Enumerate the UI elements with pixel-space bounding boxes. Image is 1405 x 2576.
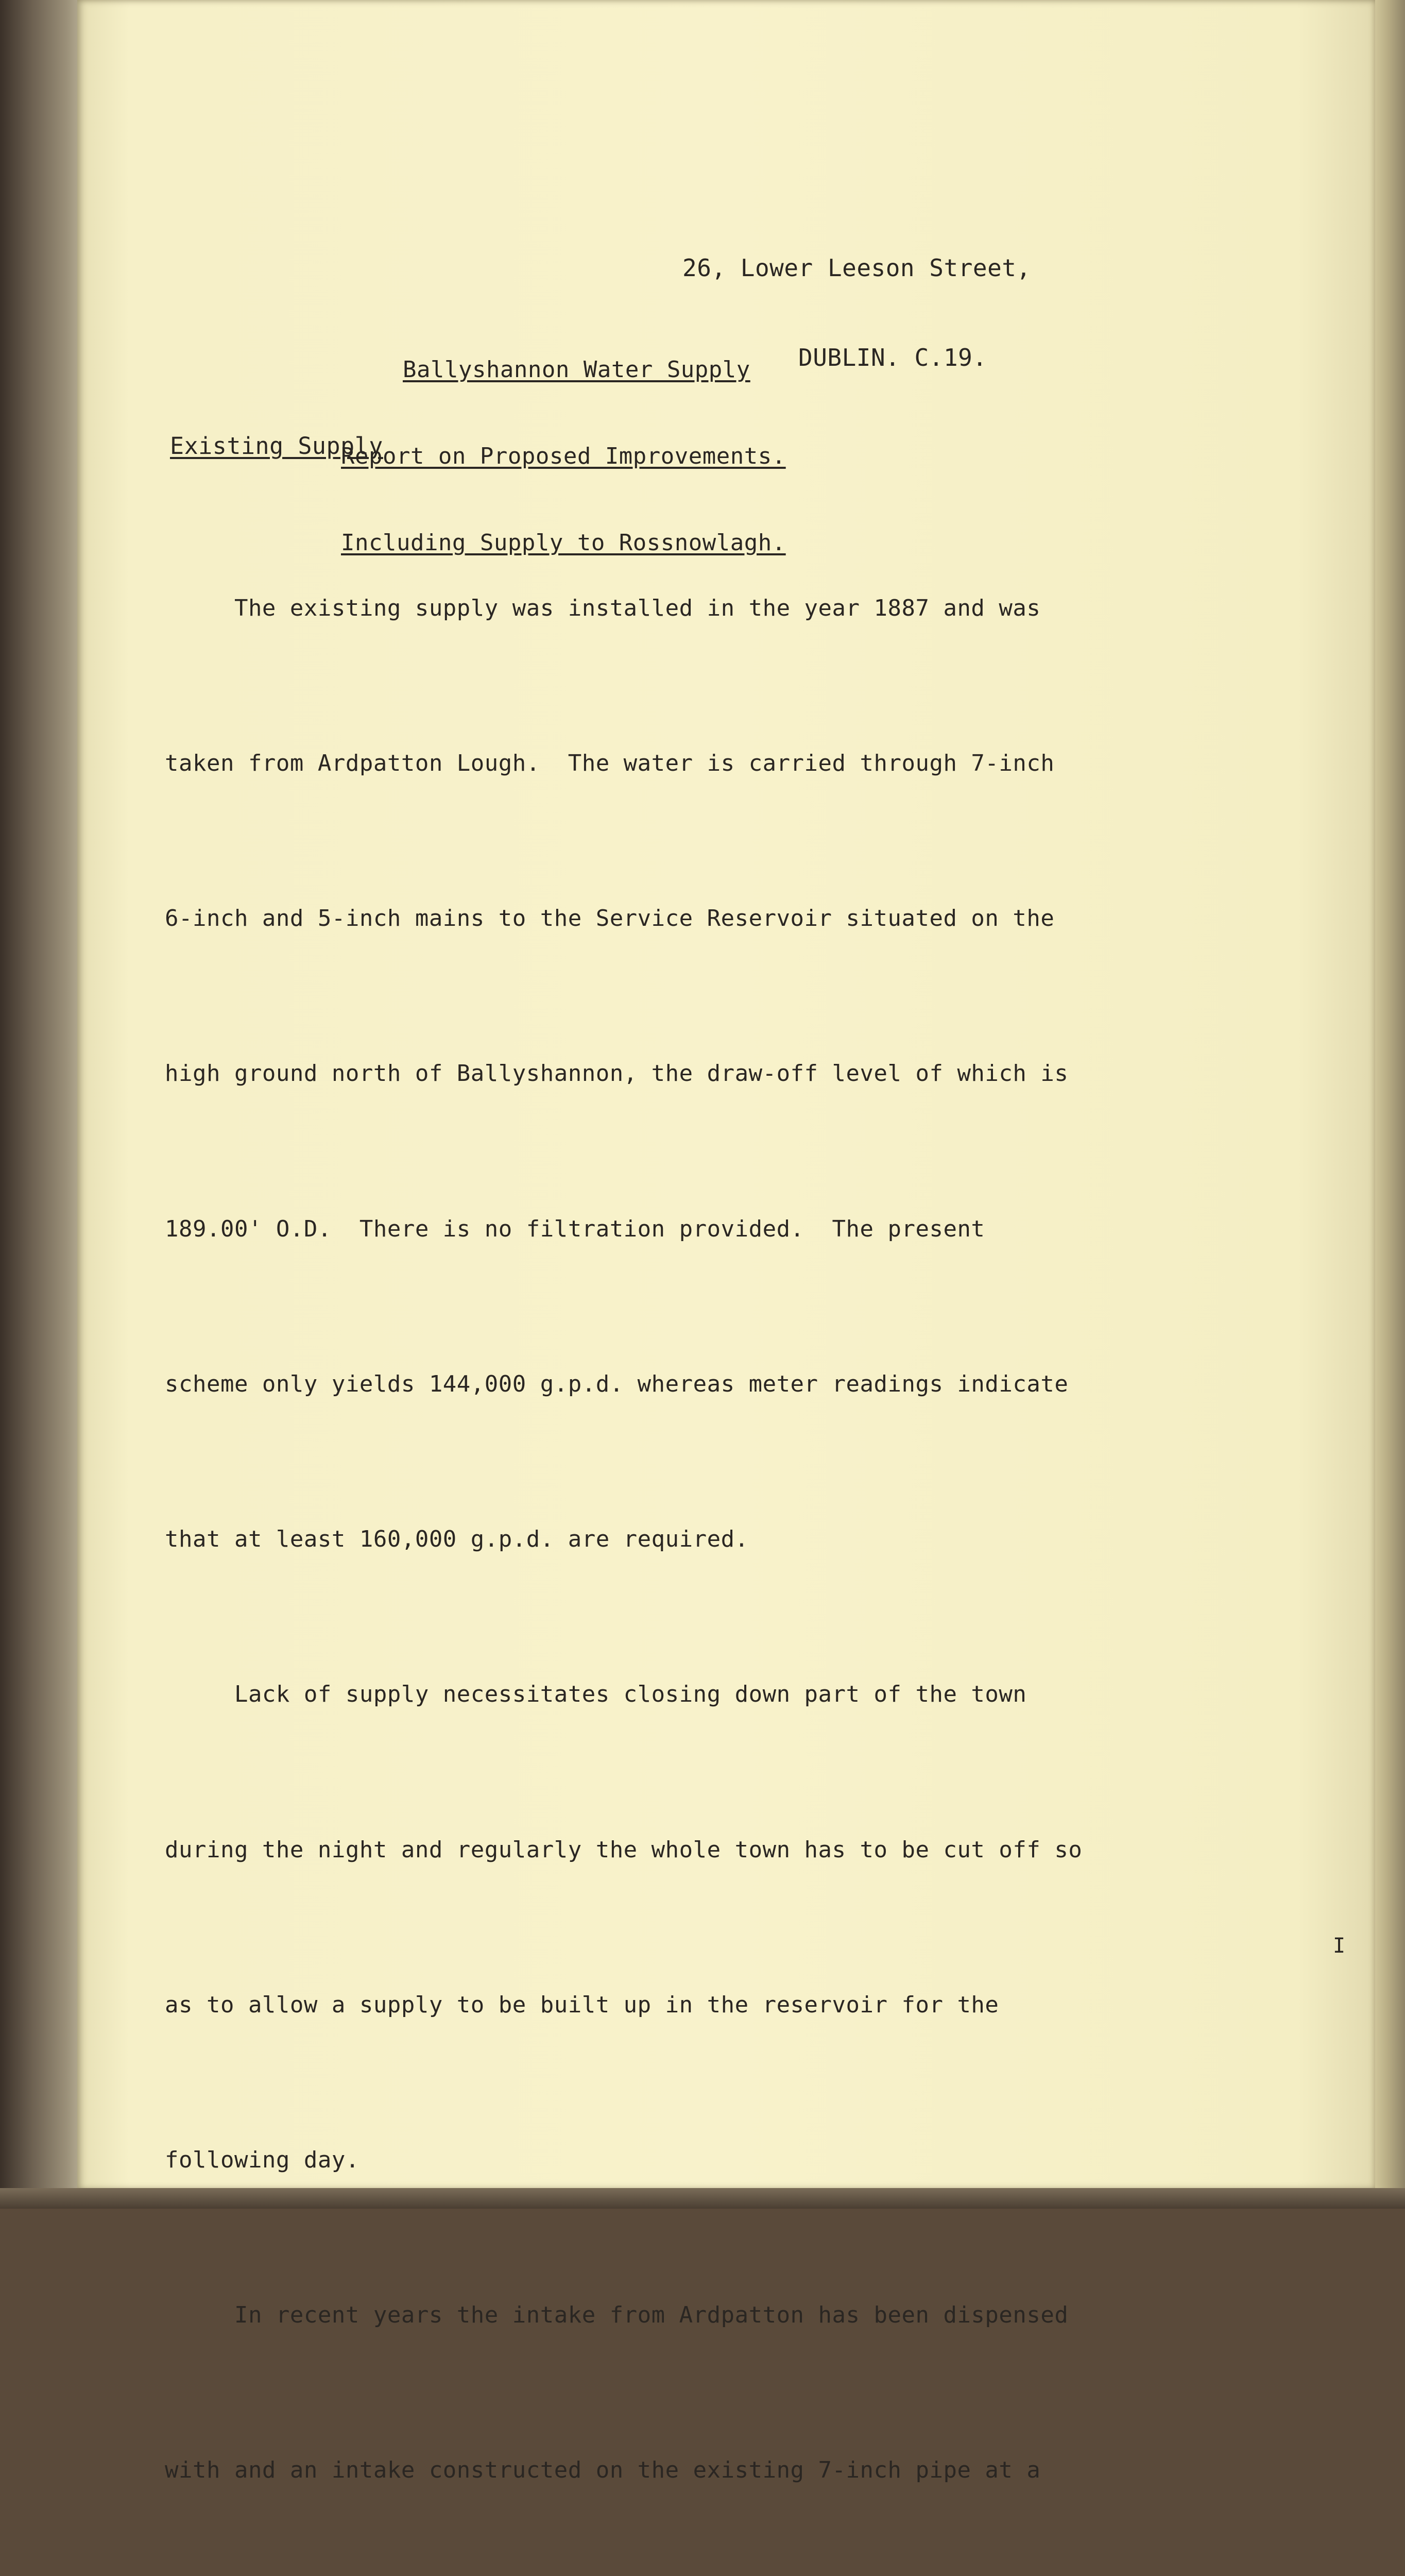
body-line: that at least 160,000 g.p.d. are required. (165, 1526, 749, 1553)
body-line: In recent years the intake from Ardpatton has been dispensed (165, 2302, 1069, 2329)
body-line: following day. (165, 2147, 359, 2173)
section-heading: Existing Supply (170, 432, 383, 460)
address-line-1: 26, Lower Leeson Street, (682, 254, 1031, 282)
body-line: high ground north of Ballyshannon, the draw-off level of which is (165, 1060, 1069, 1087)
body-line: The existing supply was installed in the year 1887 and was (165, 595, 1041, 621)
body-line: during the night and regularly the whole town has to be cut off so (165, 1836, 1083, 1863)
body-line: scheme only yields 144,000 g.p.d. whereas meter readings indicate (165, 1370, 1069, 1397)
title-line-3: Including Supply to Rossnowlagh. (341, 530, 786, 556)
address-line-2: DUBLIN. C.19. (798, 344, 987, 371)
body-line: taken from Ardpatton Lough. The water is carried through 7-inch (165, 750, 1055, 777)
page-mark: I (1333, 1934, 1346, 1958)
book-binding (0, 0, 82, 2209)
body-line: with and an intake constructed on the existing 7-inch pipe at a (165, 2457, 1041, 2484)
body-line: Lack of supply necessitates closing down part of the town (165, 1681, 1027, 1708)
body-text (165, 479, 1236, 2576)
title-line-2: Report on Proposed Improvements. (341, 443, 786, 469)
page-edge (1375, 0, 1405, 2209)
body-line: 6-inch and 5-inch mains to the Service Reservoir situated on the (165, 905, 1055, 932)
body-line: as to allow a supply to be built up in the reservoir for the (165, 1991, 999, 2018)
body-line: 189.00' O.D. There is no filtration provided. The present (165, 1215, 985, 1242)
title-line-1: Ballyshannon Water Supply (403, 357, 750, 383)
